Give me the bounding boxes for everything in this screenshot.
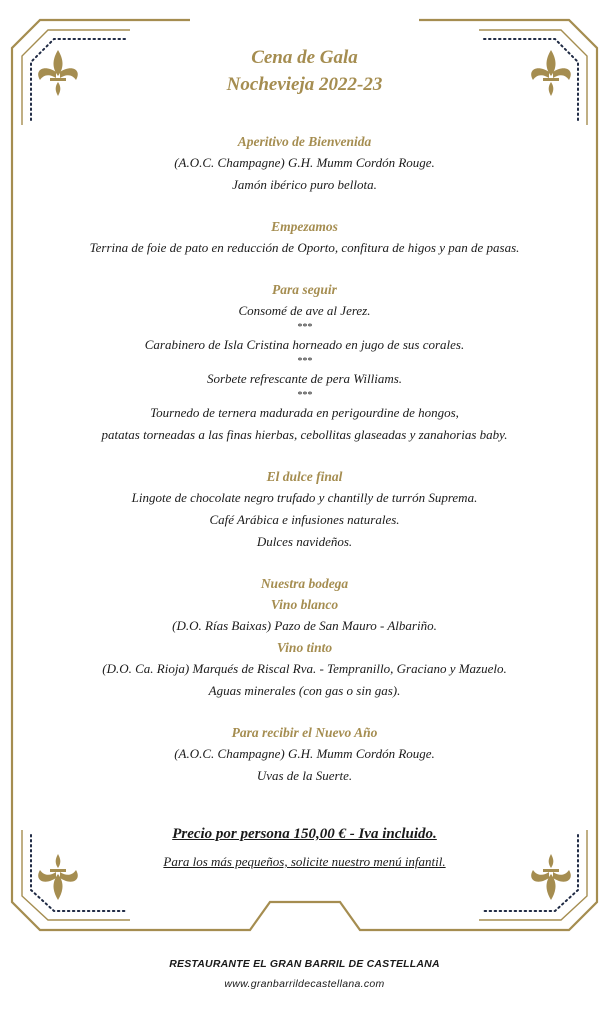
section-heading: El dulce final xyxy=(266,469,343,484)
menu-item: (D.O. Rías Baixas) Pazo de San Mauro - Albariño. xyxy=(172,618,437,633)
menu-item: Dulces navideños. xyxy=(256,534,353,549)
separator: *** xyxy=(297,356,312,367)
menu-item: Sorbete refrescante de pera Williams. xyxy=(206,371,403,386)
menu-item: Carabinero de Isla Cristina horneado en jugo de sus corales. xyxy=(144,337,465,352)
section-heading: Para seguir xyxy=(272,282,337,297)
menu-content xyxy=(0,44,609,787)
subheading-vino-blanco: Vino blanco xyxy=(270,597,339,612)
section-heading: Nuestra bodega xyxy=(260,576,349,591)
menu-item: Aguas minerales (con gas o sin gas). xyxy=(208,683,401,698)
menu-item: Tournedo de ternera madurada en perigourdine de hongos, xyxy=(150,405,459,420)
section-empezamos xyxy=(0,216,609,259)
menu-item: Café Arábica e infusiones naturales. xyxy=(209,512,400,527)
restaurant-name: RESTAURANTE EL GRAN BARRIL DE CASTELLANA xyxy=(169,958,440,970)
section-nuevo-ano xyxy=(0,722,609,787)
title-line-1: Cena de Gala xyxy=(251,47,358,68)
menu-item: (A.O.C. Champagne) G.H. Mumm Cordón Rouge. xyxy=(174,155,435,170)
menu-item: patatas torneadas a las finas hierbas, cebollitas glaseadas y zanahorias baby. xyxy=(101,427,508,442)
kids-menu-note: Para los más pequeños, solicite nuestro menú infantil. xyxy=(163,854,446,869)
separator: *** xyxy=(297,322,312,333)
website-url: www.granbarrildecastellana.com xyxy=(224,978,385,990)
menu-item: Lingote de chocolate negro trufado y chantilly de turrón Suprema. xyxy=(131,490,478,505)
price-line: Precio por persona 150,00 € - Iva incluido. xyxy=(172,826,437,842)
section-heading: Empezamos xyxy=(271,219,338,234)
title-line-2: Nochevieja 2022-23 xyxy=(226,74,383,95)
section-aperitivo xyxy=(0,131,609,196)
menu-item: Uvas de la Suerte. xyxy=(256,768,353,783)
section-heading: Aperitivo de Bienvenida xyxy=(237,134,372,149)
menu-title xyxy=(0,44,609,98)
section-para-seguir xyxy=(0,279,609,446)
menu-item: Terrina de foie de pato en reducción de Oporto, confitura de higos y pan de pasas. xyxy=(89,240,520,255)
menu-item: (A.O.C. Champagne) G.H. Mumm Cordón Rouge. xyxy=(174,746,435,761)
subheading-vino-tinto: Vino tinto xyxy=(276,640,333,655)
menu-item: Jamón ibérico puro bellota. xyxy=(232,177,377,192)
section-bodega xyxy=(0,573,609,702)
section-dulce-final xyxy=(0,466,609,553)
section-heading: Para recibir el Nuevo Año xyxy=(231,725,378,740)
menu-item: (D.O. Ca. Rioja) Marqués de Riscal Rva. - Tempranillo, Graciano y Mazuelo. xyxy=(102,661,507,676)
menu-item: Consomé de ave al Jerez. xyxy=(238,303,371,318)
separator: *** xyxy=(297,390,312,401)
